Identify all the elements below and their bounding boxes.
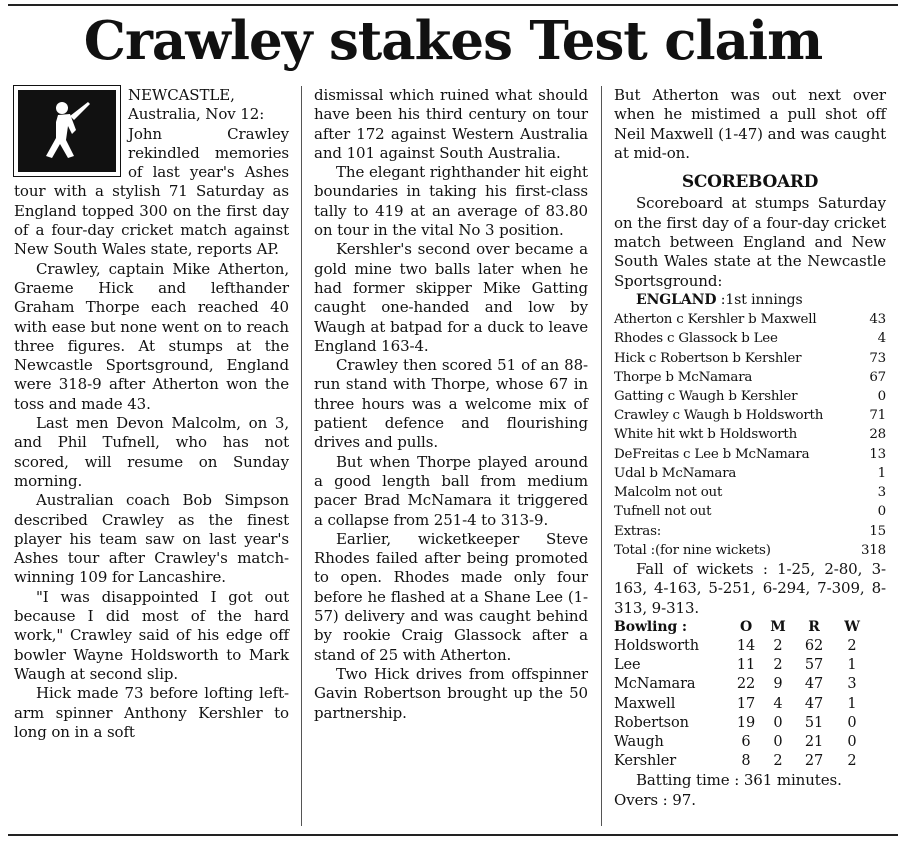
top-rule	[8, 4, 898, 6]
bowling-row	[614, 637, 886, 656]
bowler-wickets: 1	[847, 695, 857, 712]
bowling-header-wickets: W	[844, 618, 860, 635]
batsman-runs: 0	[877, 389, 886, 405]
batting-row	[614, 445, 886, 464]
paragraph: But Atherton was out next over when he mistimed a pull shot off Neil Maxwell (1-47) and was caught at mid-on.	[614, 86, 886, 162]
headline: Crawley stakes Test claim	[83, 10, 823, 72]
batsman-entry: DeFreitas c Lee b McNamara	[614, 446, 810, 462]
paragraph: The elegant righthander hit eight boundaries in taking his first-class tally to 419 at an average of 83.80 on tour in the vital No 3 position.	[314, 163, 588, 240]
batting-row	[614, 329, 886, 348]
batsman-entry: White hit wkt b Holdsworth	[614, 427, 798, 443]
bowler-runs: 57	[804, 657, 824, 674]
bowler-wickets: 2	[847, 753, 857, 770]
batting-row	[614, 387, 886, 406]
bowler-runs: 51	[804, 714, 824, 731]
bowling-header-label: Bowling :	[614, 618, 687, 635]
bowler-name: Lee	[614, 657, 641, 674]
batting-row	[614, 483, 886, 502]
paragraph: Kershler's second over became a gold mine two balls later when he had former skipper Mike Gatting caught one-handed and low by Waugh at batpad for a duck to leave England 163-4.	[314, 240, 588, 355]
dateline: NEWCASTLE, Australia, Nov 12:	[128, 86, 265, 124]
batsman-entry: Rhodes c Glassock b Lee	[614, 331, 778, 347]
fall-of-wickets: Fall of wickets : 1-25, 2-80, 3-163, 4-163, 5-251, 6-294, 7-309, 8-313, 9-313.	[614, 559, 886, 617]
article-column-1	[14, 86, 289, 742]
batsman-runs: 28	[869, 427, 886, 443]
batsman-entry: Hick c Robertson b Kershler	[614, 350, 802, 366]
batting-row	[614, 541, 886, 560]
batting-row	[614, 502, 886, 521]
bowler-wickets: 0	[847, 734, 857, 751]
batsman-runs: 15	[869, 523, 886, 539]
bowler-maidens: 2	[773, 657, 783, 674]
bowling-row	[614, 656, 886, 675]
bowling-row	[614, 733, 886, 752]
batsman-entry: Malcolm not out	[614, 485, 723, 501]
bowler-name: McNamara	[614, 676, 696, 693]
article-column-3	[614, 86, 886, 810]
batting-row	[614, 406, 886, 425]
bowler-maidens: 9	[773, 676, 783, 693]
bowler-runs: 21	[804, 734, 824, 751]
bottom-rule	[8, 834, 898, 836]
paragraph: Australian coach Bob Simpson described Crawley as the finest player his team saw on last year's Ashes tour after Crawley's match-winning 109 for Lancashire.	[14, 491, 289, 587]
batting-list	[614, 310, 886, 560]
paragraph: Crawley then scored 51 of an 88-run stand with Thorpe, whose 67 in three hours was a welcome mix of patient defence and flourishing drives and pulls.	[314, 356, 588, 452]
bowler-overs: 14	[736, 638, 756, 654]
bowler-name: Holdsworth	[614, 638, 699, 654]
batsman-runs: 73	[869, 350, 886, 366]
scoreboard-title: SCOREBOARD	[681, 172, 819, 193]
innings-heading	[614, 291, 886, 310]
bowler-runs: 47	[804, 676, 824, 693]
bowler-wickets: 1	[847, 657, 857, 674]
bowler-maidens: 4	[773, 695, 783, 712]
bowling-row	[614, 695, 886, 714]
batsman-entry: Crawley c Waugh b Holdsworth	[614, 408, 824, 424]
batsman-entry: Gatting c Waugh b Kershler	[614, 389, 798, 405]
bowler-overs: 8	[741, 753, 751, 770]
bowler-name: Robertson	[614, 714, 689, 731]
batsman-entry: Total :(for nine wickets)	[614, 542, 771, 558]
batsman-runs: 3	[877, 485, 886, 501]
paragraph: Earlier, wicketkeeper Steve Rhodes failed after being promoted to open. Rhodes made only four before he flashed at a Shane Lee (1-57) delivery and was caught behind by rookie Craig Glassock after a stand of 25 with Atherton.	[314, 529, 588, 664]
batsman-runs: 0	[877, 504, 886, 520]
bowling-row	[614, 752, 886, 771]
bowling-header-maidens: M	[770, 618, 786, 635]
batsman-entry: Thorpe b McNamara	[614, 369, 753, 385]
bowler-overs: 22	[736, 676, 756, 693]
paragraph: John Crawley rekindled memories of last year's Ashes tour with a stylish 71 Saturday as England topped 300 on the first day of a four-day cricket match against New South Wales state, reports AP.	[14, 124, 289, 259]
paragraph: Two Hick drives from offspinner Gavin Robertson brought up the 50 partnership.	[314, 664, 588, 722]
bowler-runs: 47	[804, 695, 824, 712]
batsman-entry: Atherton c Kershler b Maxwell	[614, 312, 817, 328]
batting-row	[614, 522, 886, 541]
bowling-header-overs: O	[739, 618, 753, 635]
bowler-maidens: 0	[773, 734, 783, 751]
batsman-entry: Extras:	[614, 523, 662, 539]
bowler-maidens: 2	[773, 753, 783, 770]
bowling-table	[614, 637, 886, 771]
batting-row	[614, 368, 886, 387]
bowler-wickets: 3	[847, 676, 857, 693]
bowler-overs: 17	[736, 695, 756, 712]
bowler-wickets: 2	[847, 638, 857, 654]
bowler-runs: 27	[804, 753, 824, 770]
batsman-runs: 4	[877, 331, 886, 347]
scoreboard-intro: Scoreboard at stumps Saturday on the first day of a four-day cricket match between England and New South Wales state at the Newcastle Sportsground:	[614, 194, 886, 290]
paragraph: Hick made 73 before lofting left-arm spinner Anthony Kershler to long on in a soft	[14, 684, 289, 741]
bowling-header	[614, 618, 886, 637]
batsman-runs: 71	[869, 408, 886, 424]
article-column-2	[314, 86, 588, 723]
batsman-entry: Tufnell not out	[614, 504, 712, 520]
innings-label: :1st innings	[720, 291, 803, 308]
bowler-runs: 62	[804, 638, 824, 654]
bowler-maidens: 0	[773, 714, 783, 731]
paragraph: But when Thorpe played around a good length ball from medium pacer Brad McNamara it triggered a collapse from 251-4 to 313-9.	[314, 452, 588, 529]
batsman-runs: 67	[869, 369, 886, 385]
bowler-wickets: 0	[847, 714, 857, 731]
cricketer-logo-icon	[14, 86, 120, 176]
bowler-overs: 6	[741, 734, 751, 751]
bowler-overs: 11	[736, 657, 756, 674]
overs: Overs : 97.	[614, 790, 696, 809]
batting-row	[614, 425, 886, 444]
bowling-row	[614, 675, 886, 694]
batsman-entry: Udal b McNamara	[614, 465, 737, 481]
paragraph: "I was disappointed I got out because I did most of the hard work," Crawley said of his edge off bowler Wayne Holdsworth to Mark Waugh at second slip.	[14, 587, 289, 683]
batsman-runs: 318	[861, 542, 886, 558]
paragraph: Last men Devon Malcolm, on 3, and Phil Tufnell, who has not scored, will resume on Sunday morning.	[14, 414, 289, 490]
batsman-runs: 43	[869, 312, 886, 328]
bowler-name: Kershler	[614, 753, 677, 770]
bowler-overs: 19	[736, 714, 756, 731]
paragraph: dismissal which ruined what should have been his third century on tour after 172 against Western Australia and 101 against South Australia.	[314, 86, 588, 162]
batting-time: Batting time : 361 minutes.	[636, 771, 842, 790]
innings-team: ENGLAND	[636, 291, 717, 308]
bowler-maidens: 2	[773, 638, 783, 654]
batsman-runs: 13	[869, 446, 886, 462]
paragraph: Crawley, captain Mike Atherton, Graeme Hick and lefthander Graham Thorpe each reached 40 with ease but none went on to reach three figures. At stumps at the Newcastle Sportsground, England were 318-9 after Atherton won the toss and made 43.	[14, 259, 289, 413]
batsman-runs: 1	[877, 465, 886, 481]
column-divider	[301, 86, 302, 826]
bowling-row	[614, 714, 886, 733]
bowling-header-runs: R	[808, 618, 820, 635]
bowler-name: Waugh	[614, 734, 664, 751]
batting-row	[614, 310, 886, 329]
bowler-name: Maxwell	[614, 695, 676, 712]
batting-row	[614, 349, 886, 368]
column-divider	[601, 86, 602, 826]
batting-row	[614, 464, 886, 483]
